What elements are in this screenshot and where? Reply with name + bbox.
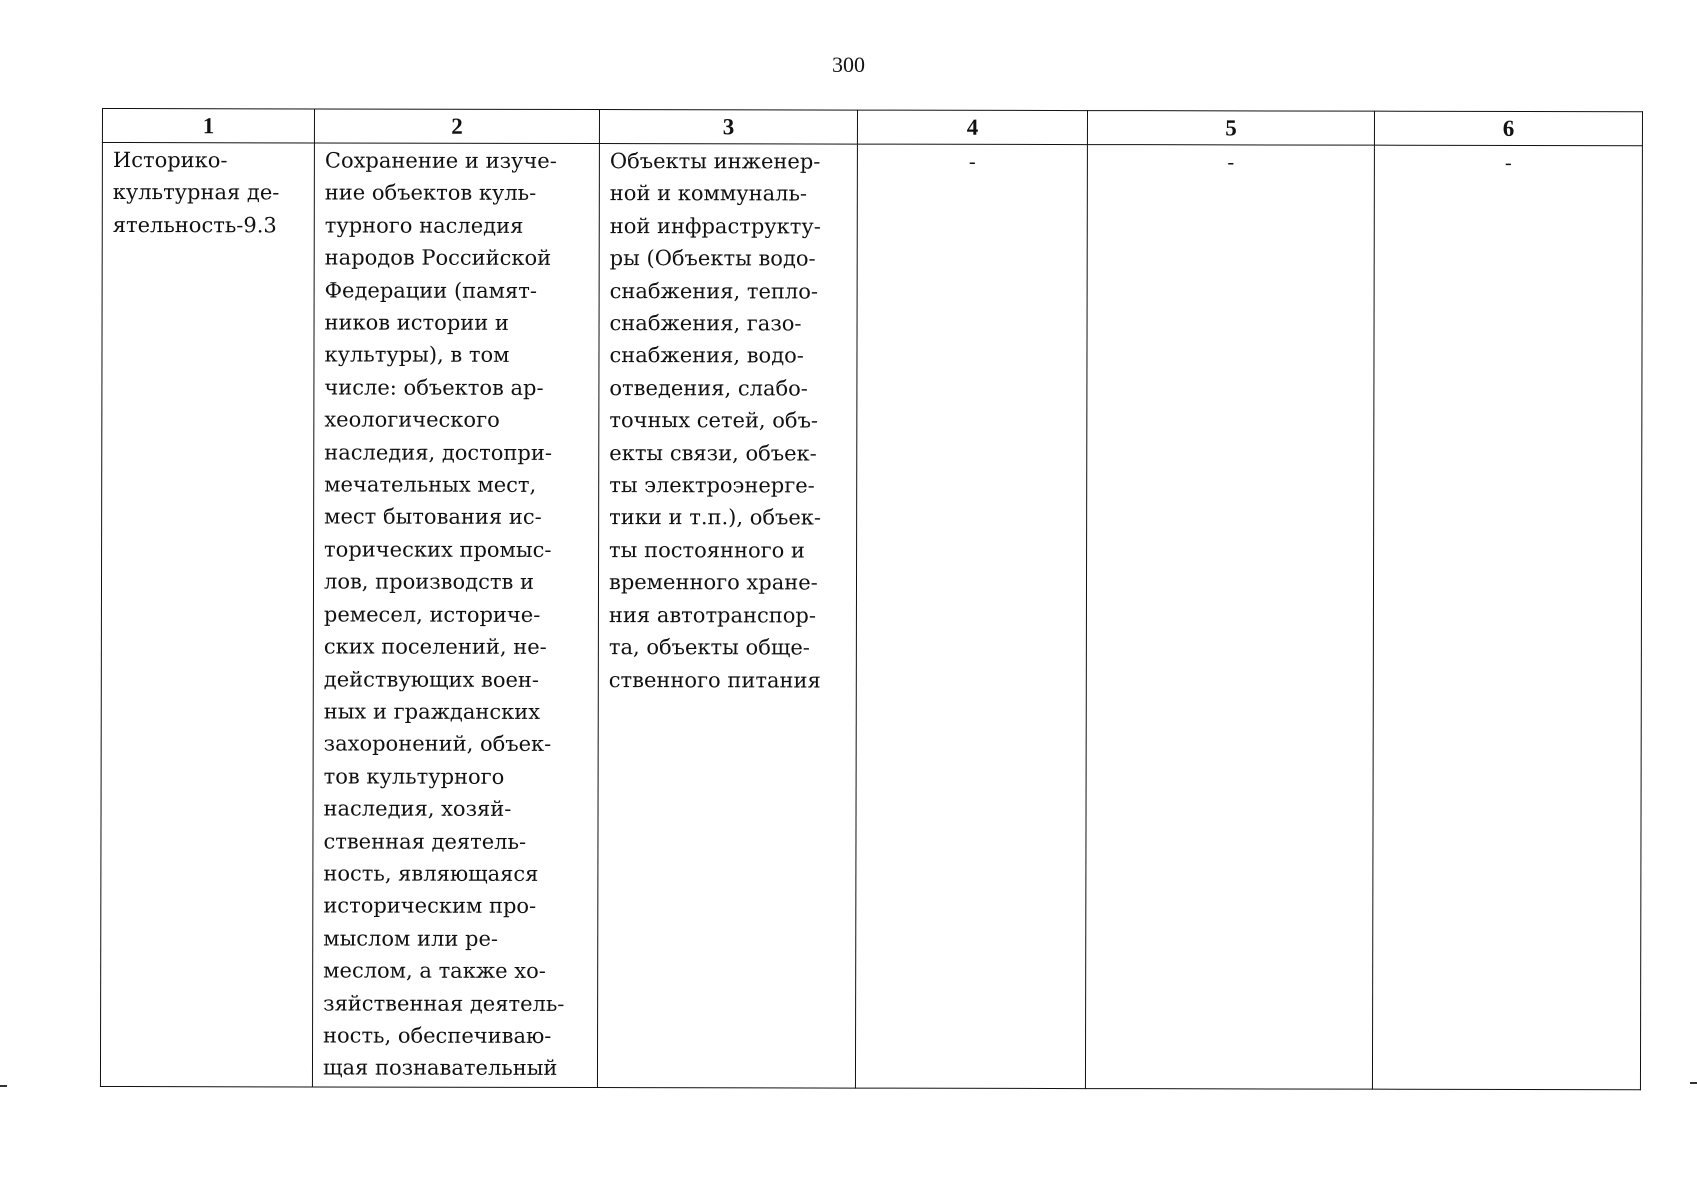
scan-edge-mark: [1690, 1082, 1697, 1084]
text-line: хеологического: [324, 407, 500, 433]
column-header-5: 5: [1087, 111, 1374, 146]
column-header-2: 2: [314, 109, 599, 144]
text-line: ятельность-9.3: [112, 212, 277, 238]
scan-edge-mark: [0, 1085, 7, 1087]
activity-description-text: [313, 143, 599, 1084]
text-line: ских поселений, не-: [323, 634, 547, 660]
cell-activity-description: [312, 143, 599, 1088]
table-row: [100, 143, 1642, 1090]
text-line: Сохранение и изуче-: [324, 148, 557, 173]
text-line: ты постоянного и: [609, 537, 805, 563]
text-line: турного наследия: [324, 213, 524, 238]
cell-column-5: [1085, 145, 1374, 1090]
dash-placeholder: -: [1227, 150, 1235, 175]
text-line: культурная де-: [112, 180, 280, 205]
cell-column-6: [1372, 145, 1642, 1090]
auxiliary-uses-text: [599, 144, 857, 696]
text-line: наследия, хозяй-: [323, 796, 512, 821]
text-line: Историко-: [112, 148, 228, 173]
text-line: щая познавательный: [322, 1055, 558, 1081]
text-line: та, объекты обще-: [608, 635, 810, 660]
activity-type-text: [103, 143, 314, 242]
text-line: числе: объектов ар-: [324, 375, 544, 400]
dash-placeholder: -: [968, 149, 976, 174]
text-line: Объекты инженер-: [609, 149, 821, 174]
text-line: мыслом или ре-: [323, 926, 499, 951]
text-line: снабжения, газо-: [609, 311, 802, 336]
text-line: ремесел, историче-: [323, 602, 541, 627]
text-line: ной и коммуналь-: [609, 181, 808, 206]
text-line: торических промыс-: [324, 537, 552, 562]
table-header-row: [102, 109, 1642, 146]
text-line: Федерации (памят-: [324, 278, 538, 303]
column-header-3: 3: [599, 110, 857, 145]
column-header-6: 6: [1374, 111, 1642, 146]
text-line: народов Российской: [324, 245, 552, 271]
text-line: меслом, а также хо-: [323, 958, 546, 984]
dash-placeholder: -: [1504, 150, 1512, 175]
text-line: ность, являющаяся: [323, 861, 539, 886]
column-header-4: 4: [857, 110, 1087, 144]
text-line: екты связи, объек-: [609, 440, 817, 466]
text-line: действующих воен-: [323, 666, 540, 692]
text-line: историческим про-: [323, 893, 537, 919]
text-line: ной инфраструкту-: [609, 213, 821, 239]
text-line: точных сетей, объ-: [609, 408, 819, 433]
text-line: культуры), в том: [324, 342, 510, 368]
text-line: ния автотранспор-: [608, 602, 817, 628]
text-line: ры (Объекты водо-: [609, 246, 816, 271]
cell-column-4: [855, 144, 1087, 1088]
text-line: мечательных мест,: [324, 472, 537, 497]
text-line: наследия, достопри-: [324, 440, 553, 465]
text-line: отведения, слабо-: [609, 375, 808, 401]
text-line: тики и т.п.), объек-: [609, 505, 822, 530]
text-line: лов, производств и: [323, 569, 535, 595]
text-line: снабжения, тепло-: [609, 278, 819, 304]
text-line: снабжения, водо-: [609, 343, 804, 368]
page-number: 300: [832, 52, 865, 77]
cell-auxiliary-uses: [597, 144, 857, 1089]
text-line: ников истории и: [324, 310, 509, 335]
text-line: ность, обеспечиваю-: [323, 1023, 552, 1048]
text-line: ние объектов куль-: [324, 180, 537, 206]
text-line: ных и гражданских: [323, 699, 541, 724]
text-line: зяйственная деятель-: [323, 991, 565, 1016]
text-line: ственная деятель-: [323, 828, 527, 854]
text-line: ственного питания: [608, 667, 821, 693]
text-line: тов культурного: [323, 764, 505, 789]
text-line: захоронений, объек-: [323, 731, 552, 757]
text-line: временного хране-: [608, 570, 818, 595]
cell-activity-type: [100, 143, 314, 1087]
regulation-table: [100, 108, 1643, 1090]
text-line: мест бытования ис-: [324, 504, 542, 530]
text-line: ты электроэнерге-: [609, 473, 815, 498]
column-header-1: 1: [102, 109, 314, 143]
